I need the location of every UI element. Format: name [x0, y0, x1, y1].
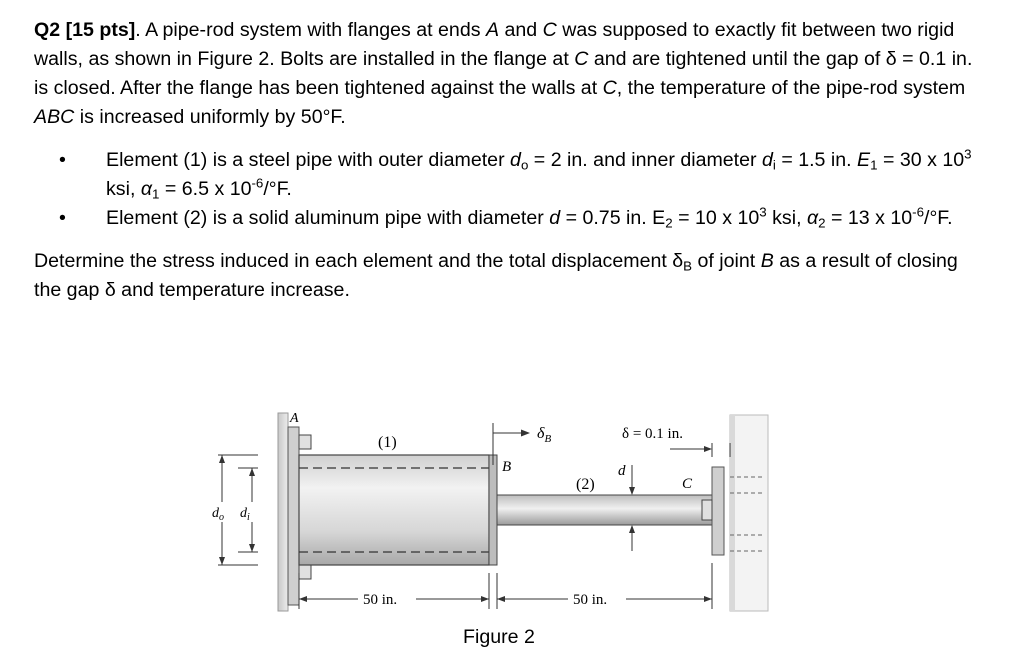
element2-superscript: 3: [759, 204, 767, 220]
right-wall: [730, 415, 768, 611]
bolt-icon: [702, 500, 712, 520]
element2-text: = 0.75 in. E: [560, 207, 666, 229]
intro-text: C: [602, 77, 617, 99]
question-symbol: B: [760, 250, 774, 272]
di-symbol: d: [240, 506, 247, 521]
length-2-label: 50 in.: [573, 592, 608, 608]
delta-b-subscript: B: [544, 433, 552, 445]
arrow-left-icon: [497, 596, 505, 602]
arrow-up-icon: [219, 455, 225, 463]
rod-diameter-label: d: [618, 463, 626, 479]
element2-symbol: α: [806, 207, 819, 229]
element1-subscript: 1: [870, 157, 878, 173]
bullet-icon: •: [59, 207, 66, 229]
right-wall-face: [730, 415, 735, 611]
arrow-right-icon: [704, 446, 712, 452]
arrow-right-icon: [704, 596, 712, 602]
problem-intro: [34, 16, 984, 132]
intro-text: was supposed to exactly fit between two rigid walls, as shown in Figure 2. Bolts are installed in the flange at: [34, 19, 955, 70]
element2-text: ksi,: [766, 207, 807, 229]
intro-text: A: [485, 19, 500, 41]
element1-symbol: α: [140, 178, 153, 200]
aluminum-rod-element-2: [497, 495, 712, 525]
list-item-element-1: [34, 146, 984, 204]
arrow-right-icon: [521, 430, 530, 437]
do-subscript: o: [219, 512, 224, 523]
intro-text: C: [574, 48, 589, 70]
arrow-right-icon: [481, 596, 489, 602]
steel-pipe-element-1: [299, 455, 489, 565]
figure-caption: Figure 2: [463, 626, 535, 648]
question-part: as a result of closing the gap δ and temperature increase.: [34, 250, 958, 301]
length-1-label: 50 in.: [363, 592, 398, 608]
element2-text: Element (2) is a solid aluminum pipe with diameter: [106, 207, 550, 229]
flange-a: [288, 427, 299, 605]
left-wall: [278, 413, 288, 611]
element1-text: = 6.5 x 10: [159, 178, 252, 200]
flange-c: [712, 467, 724, 555]
intro-text: ABC: [34, 106, 75, 128]
element1-text: ksi,: [106, 178, 141, 200]
element1-subscript: i: [772, 157, 776, 173]
element1-superscript: 3: [964, 146, 972, 162]
element1-text: = 2 in. and inner diameter: [528, 149, 762, 171]
joint-b-plate: [489, 455, 497, 565]
problem-statement: [34, 16, 984, 305]
element2-subscript: 2: [665, 215, 673, 231]
question-part: of joint: [692, 250, 761, 272]
arrow-left-icon: [299, 596, 307, 602]
arrow-down-icon: [629, 487, 635, 495]
gap-label: δ = 0.1 in.: [622, 426, 683, 442]
intro-text: C: [542, 19, 557, 41]
di-subscript: i: [247, 512, 250, 523]
label-element-1: (1): [378, 434, 397, 451]
element2-text: /°F.: [924, 207, 953, 229]
element1-text: /°F.: [263, 178, 292, 200]
element2-subscript: 2: [818, 215, 826, 231]
element1-symbol: E: [857, 149, 871, 171]
element1-text: = 1.5 in.: [775, 149, 858, 171]
question-text: [34, 247, 984, 305]
element1-subscript: o: [520, 157, 529, 173]
element-list: [34, 146, 984, 233]
element2-text: = 10 x 10: [672, 207, 760, 229]
element2-text: = 13 x 10: [825, 207, 913, 229]
bullet-icon: •: [59, 149, 66, 171]
pipe-rod-diagram: [200, 405, 780, 615]
question-subscript: B: [683, 258, 693, 274]
element2-symbol: d: [549, 207, 561, 229]
label-c: C: [682, 476, 693, 492]
intro-text: , the temperature of the pipe-rod system: [616, 77, 966, 99]
label-b: B: [502, 459, 512, 475]
intro-text: . A pipe-rod system with flanges at ends: [135, 19, 486, 41]
list-item-element-2: [34, 204, 984, 233]
element1-superscript: -6: [251, 175, 264, 191]
arrow-down-icon: [249, 544, 255, 552]
arrow-up-icon: [249, 468, 255, 476]
element1-text: Element (1) is a steel pipe with outer diameter: [106, 149, 511, 171]
element2-superscript: -6: [912, 204, 925, 220]
element1-symbol: d: [510, 149, 521, 171]
do-symbol: d: [212, 506, 219, 521]
label-a: A: [290, 411, 299, 426]
element1-symbol: d: [762, 149, 773, 171]
delta-b-symbol: δ: [537, 425, 545, 442]
delta-b-label: [537, 425, 551, 445]
label-element-2: (2): [576, 476, 595, 493]
element1-subscript: 1: [152, 186, 160, 202]
arrow-up-icon: [629, 525, 635, 533]
bolt-icon: [299, 435, 311, 449]
element1-text: = 30 x 10: [877, 149, 965, 171]
intro-text: and are tightened until the gap of δ = 0.1 in. is closed. After the flange has been tightened against the walls at: [34, 48, 973, 99]
figure-2-diagram: [200, 405, 780, 615]
bolt-icon: [299, 565, 311, 579]
arrow-down-icon: [219, 557, 225, 565]
intro-text: is increased uniformly by 50°F.: [74, 106, 346, 128]
problem-heading: Q2 [15 pts]: [34, 19, 136, 41]
question-part: Determine the stress induced in each element and the total displacement δ: [34, 250, 684, 272]
intro-text: and: [499, 19, 543, 41]
